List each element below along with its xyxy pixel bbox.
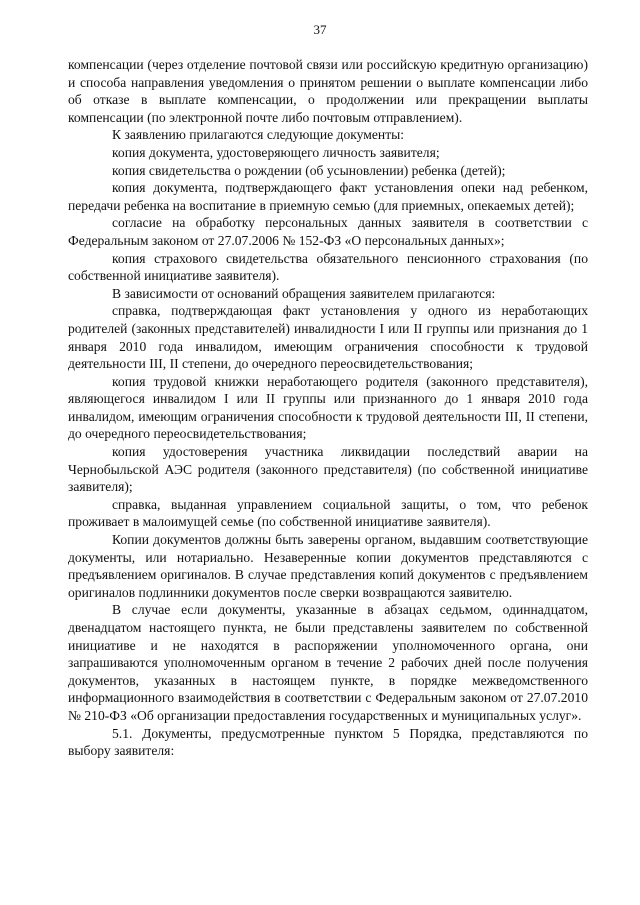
document-body [68,56,588,760]
paragraph: 5.1. Документы, предусмотренные пунктом 5 Порядка, представляются по выбору заявителя: [68,725,588,759]
paragraph: Копии документов должны быть заверены органом, выдавшим соответствующие документы, или нотариально. Незаверенные копии документов представляются с предъявлением оригиналов. В случае представления копий документов с предъявлением оригиналов подлинники документов после сверки возвращаются заявителю. [68,532,588,600]
paragraph: справка, подтверждающая факт установления у одного из неработающих родителей (законных представителей) инвалидности I или II группы или признания до 1 января 2010 года инвалидом, имеющим ограничения способности к трудовой деятельности III, II степени, до очередного переосвидетельствования; [68,303,588,372]
paragraph: копия документа, подтверждающего факт установления опеки над ребенком, передачи ребенка на воспитание в приемную семью (для приемных, опекаемых детей); [68,180,588,213]
paragraph: В зависимости от оснований обращения заявителем прилагаются: [112,285,496,301]
paragraph: согласие на обработку персональных данных заявителя в соответствии с Федеральным законом от 27.07.2006 № 152-ФЗ «О персональных данных»; [68,215,588,248]
page-number: 37 [313,22,327,37]
paragraph: копия страхового свидетельства обязательного пенсионного страхования (по собственной инициативе заявителя). [68,250,588,284]
paragraph: справка, выданная управлением социальной защиты, о том, что ребенок проживает в малоимущей семье (по собственной инициативе заявителя). [68,496,588,530]
paragraph: В случае если документы, указанные в абзацах седьмом, одиннадцатом, двенадцатом настоящего пункта, не были представлены заявителем по собственной инициативе и не находятся в распоряжении уполномоченного органа, они запрашиваются уполномоченным органом в течение 2 рабочих дней после получения документов, указанных в настоящем пункте, в порядке межведомственного информационного взаимодействия в соответствии с Федеральным законом от 27.07.2010 № 210-ФЗ «Об организации предоставления государственных и муниципальных услуг». [68,602,588,723]
paragraph: копия документа, удостоверяющего личность заявителя; [112,144,440,160]
paragraph: копия свидетельства о рождении (об усыновлении) ребенка (детей); [112,162,506,178]
paragraph: К заявлению прилагаются следующие документы: [112,127,405,143]
paragraph: копия удостоверения участника ликвидации последствий аварии на Чернобыльской АЭС родителя (законного представителя) (по собственной инициативе заявителя); [68,444,588,495]
paragraph: компенсации (через отделение почтовой связи или российскую кредитную организацию) и способа направления уведомления о принятом решении о выплате компенсации либо об отказе в выплате компенсации, о продолжении или прекращении выплаты компенсации (по электронной почте либо почтовым отправлением). [68,57,588,125]
paragraph: копия трудовой книжки неработающего родителя (законного представителя), являющегося инвалидом I или II группы или признанного до 1 января 2010 года инвалидом, имеющим ограничения способности к трудовой деятельности III, II степени, до очередного переосвидетельствования; [68,373,588,442]
